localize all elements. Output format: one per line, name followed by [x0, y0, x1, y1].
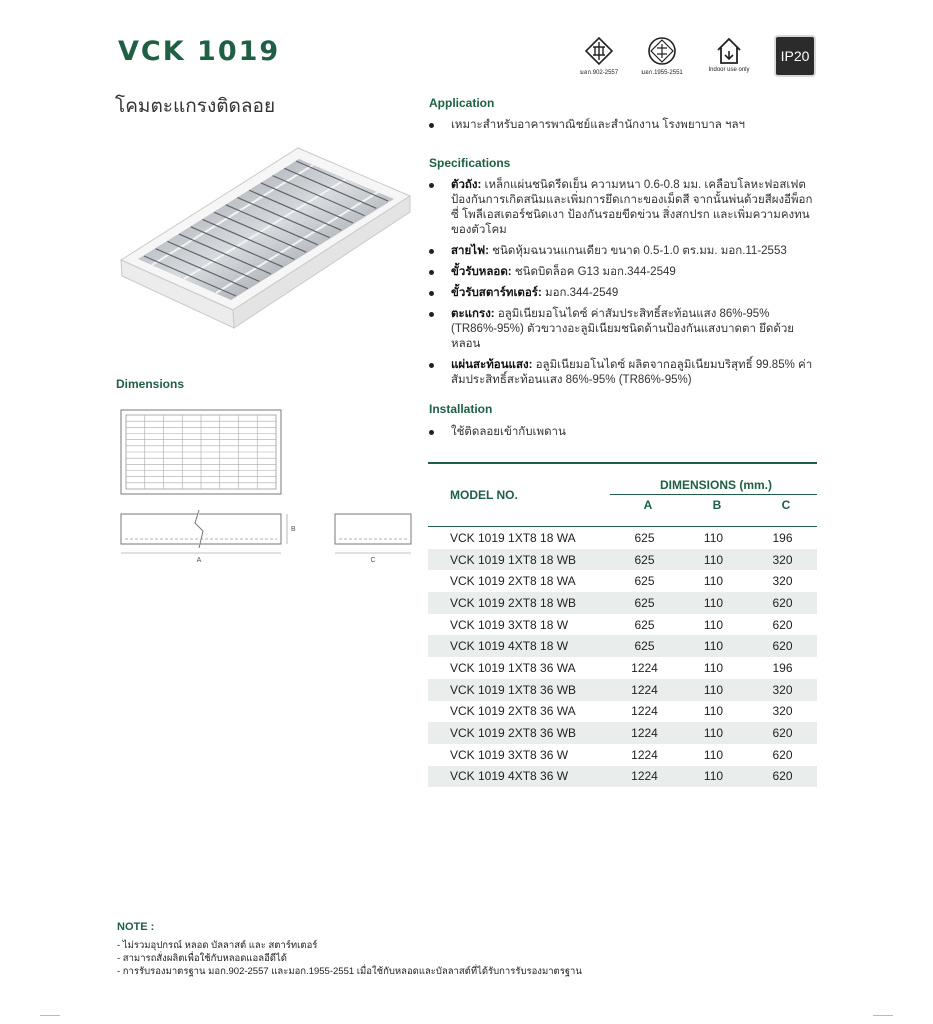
col-c-header: C	[781, 498, 791, 512]
cert-caption: มอก.902-2557	[579, 70, 619, 76]
application-heading: Application	[429, 96, 495, 110]
cert-tis-902	[571, 36, 627, 77]
dimensions-header: DIMENSIONS (mm.)	[660, 478, 773, 492]
product-subtitle: โคมตะแกรงติดลอย	[115, 96, 276, 117]
side-view-a-drawing	[121, 510, 296, 564]
indoor-house-icon	[714, 36, 744, 66]
ip-rating-badge: IP20	[774, 35, 816, 77]
list-item: ใช้ติดลอยเข้ากับเพดาน	[426, 425, 818, 440]
table-row	[428, 527, 817, 549]
page-edge-mark	[873, 1015, 893, 1016]
cert-indoor	[701, 36, 757, 73]
dim-c-cell: 620	[772, 617, 793, 632]
dim-b-cell: 110	[703, 704, 724, 719]
dim-b-cell: 110	[703, 552, 724, 567]
dim-b-cell: 110	[703, 726, 724, 741]
dim-a-cell: 1224	[631, 660, 658, 675]
tis-mark-icon	[647, 36, 677, 66]
spec-item	[426, 307, 818, 352]
dim-a-cell: 625	[634, 530, 655, 545]
dimension-drawings	[115, 405, 415, 575]
spec-label: สายไฟ:	[451, 245, 489, 257]
spec-item	[426, 358, 818, 388]
spec-text: เหล็กแผ่นชนิดรีดเย็น ความหนา 0.6-0.8 มม. เคลือบโลหะฟอสเฟต ป้องกันการเกิดสนิมและเพิ่มการยึดเกาะของเม็ดสี จากนั้นพ่นด้วยสีผงอีพ็อกซี่ โพลีเอสเตอร์ชนิดเงา ป้องกันรอยขีดข่วน สิ่งสกปรก และเพิ่มความคงทนของตัวโคม	[451, 179, 813, 236]
cert-caption: มอก.1955-2551	[641, 70, 683, 76]
col-b-header: B	[712, 498, 722, 512]
spec-label: แผ่นสะท้อนแสง:	[451, 359, 533, 371]
installation-list	[426, 425, 818, 446]
col-a-header: A	[643, 498, 653, 512]
dim-a-cell: 625	[634, 639, 655, 654]
table-header	[428, 464, 817, 526]
dim-c-cell: 620	[772, 639, 793, 654]
table-row	[428, 549, 817, 571]
specifications-heading: Specifications	[429, 156, 511, 170]
model-cell: VCK 1019 3XT8 36 W	[450, 747, 569, 762]
model-cell: VCK 1019 1XT8 36 WA	[450, 660, 576, 675]
dim-c-cell: 620	[772, 747, 793, 762]
tis-mark-icon	[584, 36, 614, 66]
dim-b-cell: 110	[703, 617, 724, 632]
dim-b-cell: 110	[703, 682, 724, 697]
note-item: - ไม่รวมอุปกรณ์ หลอด บัลลาสต์ และ สตาร์ทเตอร์	[117, 940, 318, 951]
cert-caption: Indoor use only	[708, 67, 750, 73]
side-view-c-drawing	[335, 514, 411, 564]
spec-text: อลูมิเนียมอโนไดซ์ ผลิตจากอลูมิเนียมบริสุทธิ์ 99.85% ค่าสัมประสิทธิ์สะท้อนแสง 86%-95% (TR86%-95%)	[451, 359, 813, 386]
dim-a-cell: 625	[634, 552, 655, 567]
product-title: VCK 1019	[118, 36, 281, 67]
dim-b-cell: 110	[703, 769, 724, 784]
top-view-drawing	[121, 410, 281, 494]
dim-a-cell: 1224	[631, 747, 658, 762]
model-cell: VCK 1019 1XT8 18 WB	[450, 552, 577, 567]
model-cell: VCK 1019 2XT8 36 WA	[450, 704, 576, 719]
table-row	[428, 592, 817, 614]
spec-text: มอก.344-2549	[541, 287, 619, 299]
luminaire-product-image	[118, 138, 413, 333]
model-cell: VCK 1019 2XT8 36 WB	[450, 726, 577, 741]
cert-tis-1955	[634, 36, 690, 77]
spec-label: ตัวถัง:	[451, 179, 482, 191]
model-cell: VCK 1019 1XT8 18 WA	[450, 530, 576, 545]
dimensions-heading: Dimensions	[116, 377, 185, 391]
dim-c-cell: 196	[772, 530, 793, 545]
spec-label: ตะแกรง:	[451, 308, 495, 320]
spec-text: อลูมิเนียมอโนไดซ์ ค่าสัมประสิทธิ์สะท้อนแสง 86%-95% (TR86%-95%) ตัวขวางอะลูมิเนียมชนิดด้านป้องกันแสงบาดตา ยึดด้วยหลอน	[451, 308, 795, 350]
table-row	[428, 570, 817, 592]
table-row	[428, 766, 817, 788]
model-cell: VCK 1019 4XT8 36 W	[450, 769, 569, 784]
dim-label-a: A	[196, 557, 202, 564]
model-no-header: MODEL NO.	[450, 488, 518, 502]
spec-item	[426, 286, 818, 301]
dim-a-cell: 625	[634, 617, 655, 632]
spec-label: ขั้วรับสตาร์ทเตอร์:	[451, 287, 542, 299]
dim-a-cell: 1224	[631, 769, 658, 784]
dim-c-cell: 320	[772, 682, 793, 697]
dim-c-cell: 620	[772, 769, 793, 784]
table-row	[428, 722, 817, 744]
dim-b-cell: 110	[703, 660, 724, 675]
notes-list	[117, 939, 582, 978]
model-cell: VCK 1019 2XT8 18 WB	[450, 595, 577, 610]
dim-a-cell: 1224	[631, 726, 658, 741]
table-body	[428, 527, 817, 787]
model-cell: VCK 1019 2XT8 18 WA	[450, 574, 576, 589]
dim-c-cell: 620	[772, 726, 793, 741]
table-row	[428, 701, 817, 723]
model-cell: VCK 1019 4XT8 18 W	[450, 639, 569, 654]
table-row	[428, 614, 817, 636]
spec-item	[426, 178, 818, 238]
table-row	[428, 744, 817, 766]
note-heading: NOTE :	[117, 921, 155, 933]
spec-item	[426, 244, 818, 259]
model-cell: VCK 1019 3XT8 18 W	[450, 617, 569, 632]
dim-c-cell: 320	[772, 704, 793, 719]
dim-c-cell: 320	[772, 552, 793, 567]
dim-a-cell: 625	[634, 574, 655, 589]
dim-c-cell: 196	[772, 660, 793, 675]
dim-c-cell: 320	[772, 574, 793, 589]
spec-item	[426, 265, 818, 280]
header-divider	[610, 494, 817, 495]
dim-b-cell: 110	[703, 530, 724, 545]
list-item: เหมาะสำหรับอาคารพาณิชย์และสำนักงาน โรงพยาบาล ฯลฯ	[426, 118, 818, 133]
note-item: - การรับรองมาตรฐาน มอก.902-2557 และมอก.1955-2551 เมื่อใช้กับหลอดและบัลลาสต์ที่ได้รับการรับรองมาตรฐาน	[117, 966, 582, 977]
dim-label-c: C	[370, 557, 376, 564]
page-edge-mark	[40, 1015, 60, 1016]
dim-a-cell: 1224	[631, 704, 658, 719]
dim-b-cell: 110	[703, 595, 724, 610]
dim-a-cell: 625	[634, 595, 655, 610]
application-list	[426, 118, 818, 139]
dim-label-b: B	[291, 526, 296, 533]
dim-b-cell: 110	[703, 639, 724, 654]
dim-c-cell: 620	[772, 595, 793, 610]
specifications-list	[426, 178, 818, 394]
note-item: - สามารถสั่งผลิตเพื่อใช้กับหลอดแอลอีดีได้	[117, 953, 287, 964]
spec-text: ชนิดหุ้มฉนวนแกนเดียว ขนาด 0.5-1.0 ตร.มม. มอก.11-2553	[488, 245, 787, 257]
installation-heading: Installation	[429, 402, 493, 416]
table-row	[428, 657, 817, 679]
table-row	[428, 679, 817, 701]
model-cell: VCK 1019 1XT8 36 WB	[450, 682, 577, 697]
dim-b-cell: 110	[703, 574, 724, 589]
dim-a-cell: 1224	[631, 682, 658, 697]
table-row	[428, 635, 817, 657]
spec-label: ขั้วรับหลอด:	[451, 266, 512, 278]
dimensions-table	[428, 462, 817, 787]
dim-b-cell: 110	[703, 747, 724, 762]
spec-text: ชนิดบิดล็อค G13 มอก.344-2549	[511, 266, 676, 278]
